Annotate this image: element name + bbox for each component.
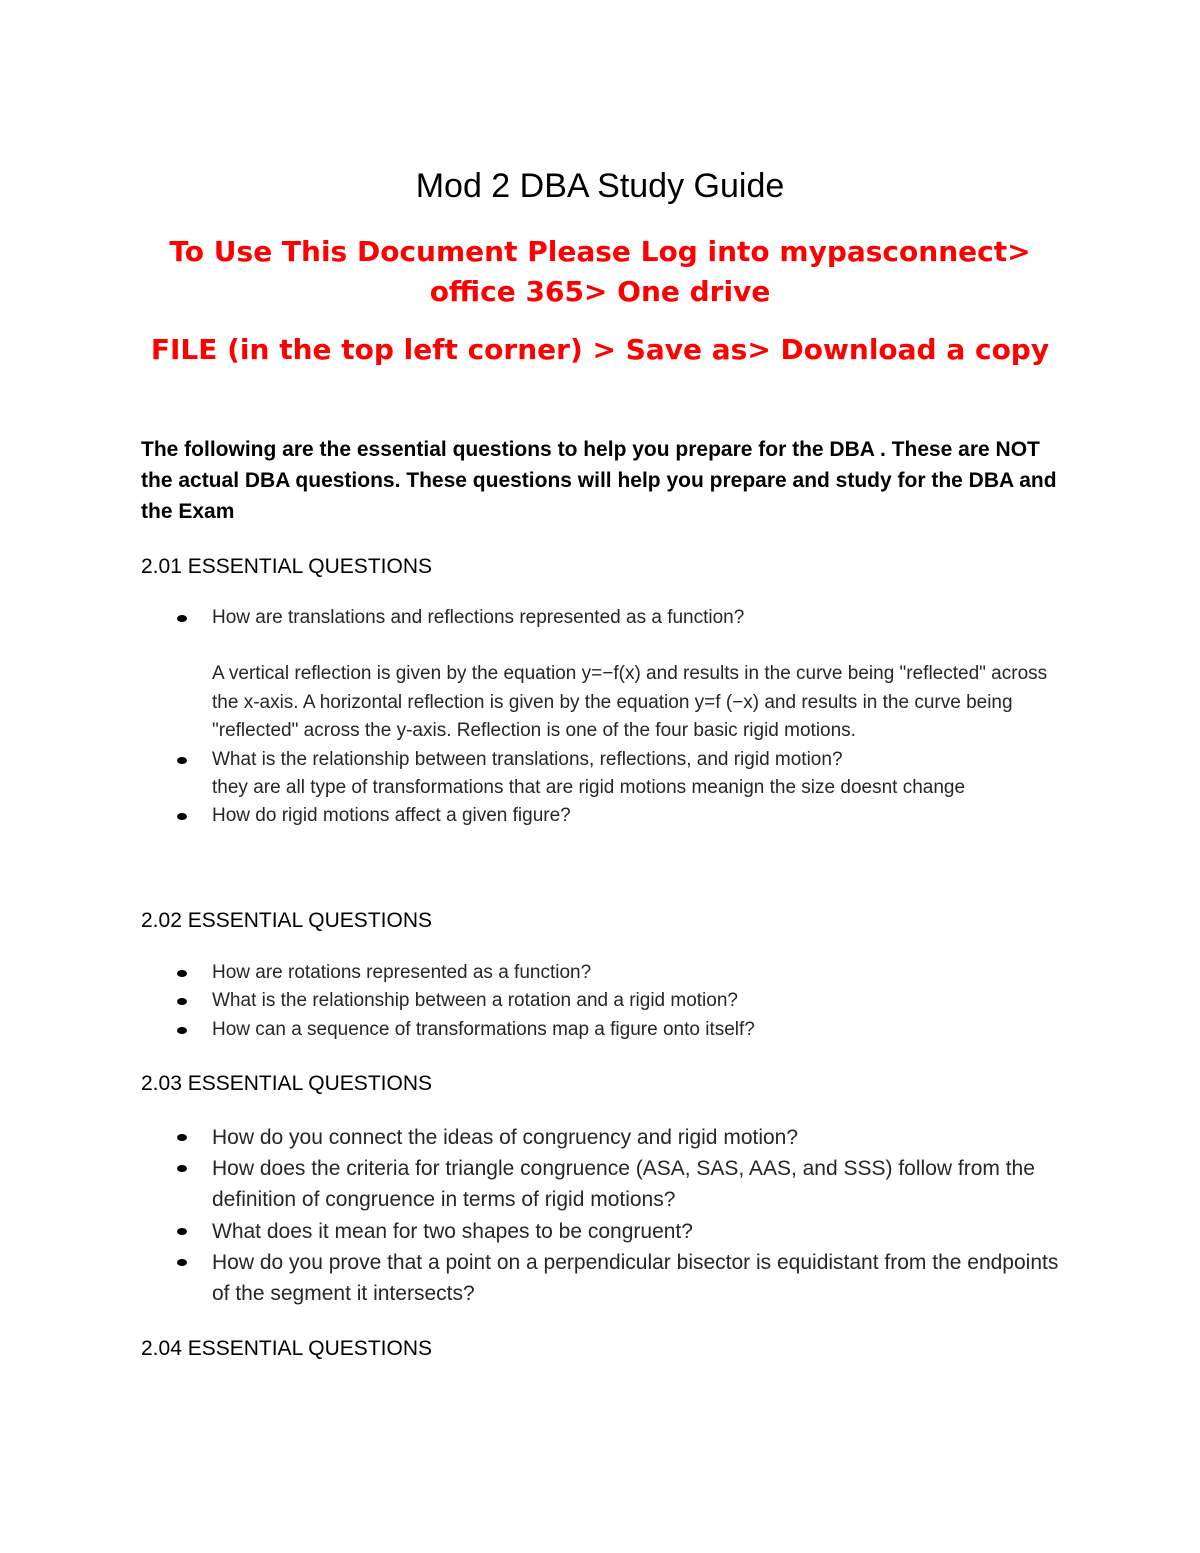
bullet-icon [177, 1134, 187, 1141]
question-list-2-02 [141, 959, 1071, 1044]
bullet-icon [177, 813, 187, 820]
download-instructions: FILE (in the top left corner) > Save as> Download a copy [150, 333, 1050, 366]
bullet-icon [177, 1228, 187, 1235]
section-heading-2-04: 2.04 ESSENTIAL QUESTIONS [141, 1337, 432, 1360]
login-instructions: To Use This Document Please Log into mypasconnect> office 365> One drive [169, 235, 1031, 308]
question-list-2-03 [141, 1122, 1071, 1309]
bullet-icon [177, 615, 187, 622]
answer-text: they are all type of transformations that are rigid motions meanign the size doesnt change [212, 777, 966, 799]
bullet-icon [177, 757, 187, 764]
question-text: How does the criteria for triangle congruence (ASA, SAS, AAS, and SSS) follow from the definition of congruence in terms of rigid motions? [212, 1157, 1035, 1212]
question-text: What is the relationship between translations, reflections, and rigid motion? [212, 748, 843, 770]
bullet-icon [177, 1027, 187, 1034]
question-text: How are rotations represented as a function? [212, 962, 592, 983]
list-item [141, 959, 1071, 987]
document-title: Mod 2 DBA Study Guide [415, 167, 785, 205]
bullet-icon [177, 998, 187, 1005]
list-item [141, 1153, 1071, 1215]
list-item [141, 1016, 1071, 1044]
answer-text: A vertical reflection is given by the equation y=−f(x) and results in the curve being "reflected" across the x-axis. A horizontal reflection is given by the equation y=f (−x) and results in the curve being "reflected" across the y-axis. Reflection is one of the four basic rigid motions. [212, 663, 1048, 742]
question-list-2-01 [141, 604, 1071, 831]
list-item [141, 746, 1071, 803]
list-item [141, 1216, 1071, 1247]
bullet-icon [177, 1165, 187, 1172]
bullet-icon [177, 1259, 187, 1266]
list-item [141, 802, 1071, 830]
bullet-icon [177, 970, 187, 977]
section-heading-2-02: 2.02 ESSENTIAL QUESTIONS [141, 909, 432, 932]
list-item [141, 1122, 1071, 1153]
list-item [141, 1247, 1071, 1309]
question-text: How do you prove that a point on a perpendicular bisector is equidistant from the endpoints of the segment it intersects? [212, 1250, 1059, 1306]
question-text: How do you connect the ideas of congruency and rigid motion? [212, 1126, 799, 1149]
list-item [141, 987, 1071, 1015]
question-text: How can a sequence of transformations map a figure onto itself? [212, 1018, 755, 1040]
question-text: How do rigid motions affect a given figure? [212, 805, 571, 827]
section-heading-2-03: 2.03 ESSENTIAL QUESTIONS [141, 1072, 432, 1095]
section-heading-2-01: 2.01 ESSENTIAL QUESTIONS [141, 555, 432, 578]
list-item [141, 604, 1071, 746]
question-text: What does it mean for two shapes to be congruent? [212, 1219, 693, 1243]
intro-paragraph: The following are the essential questions to help you prepare for the DBA . These are NOT the actual DBA questions. These questions will help you prepare and study for the DBA and the Exam [141, 438, 1057, 523]
question-text: What is the relationship between a rotation and a rigid motion? [212, 990, 738, 1012]
question-text: How are translations and reflections represented as a function? [212, 607, 745, 628]
